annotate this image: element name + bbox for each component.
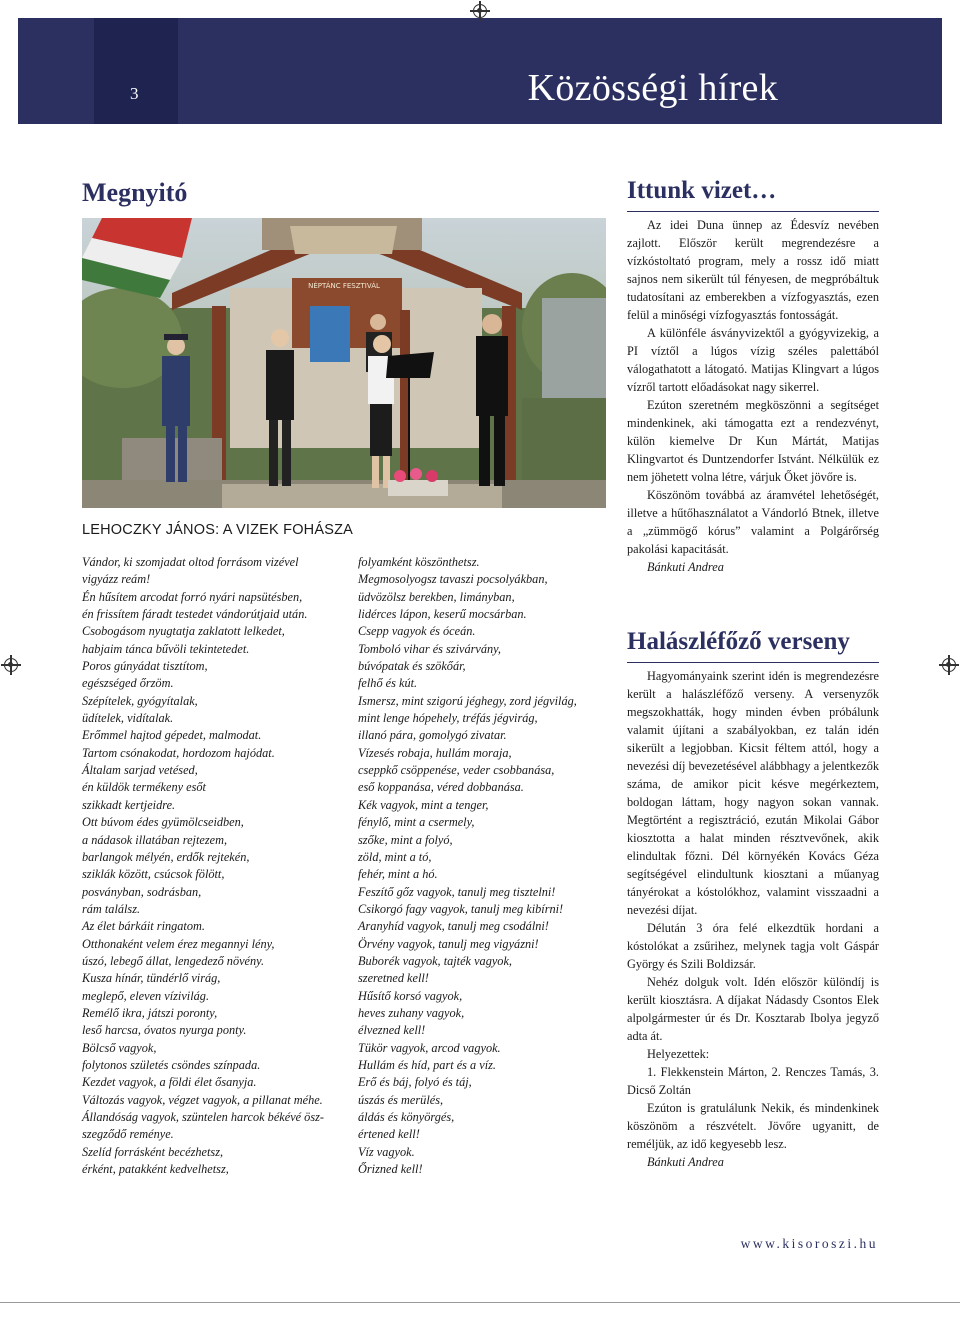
- registration-mark-icon: [942, 658, 956, 672]
- article-paragraph: Ezúton szeretném megköszönni a segítséget mindenkinek, aki támogatta ezt a rendezvényt, külön kiemelve Dr Kun Mártát, Matijas Klingvartot és Duntzendorfer Istvánt. Nélkülük ez nem jöhetett volna létre, várjuk Őket jövőre is.: [627, 398, 879, 484]
- poem-line: Állandóság vagyok, szüntelen harcok békévé ösz-: [82, 1110, 324, 1124]
- poem-line: mint lenge hópehely, tréfás jégvirág,: [358, 711, 538, 726]
- poem-line: szőke, mint a folyó,: [358, 832, 453, 847]
- poem-line: úszó, lebegő állat, lengedező növény.: [82, 953, 265, 968]
- poem-line: Én hűsítem arcodat forró nyári napsütésben,: [82, 589, 303, 604]
- poem-line: élvezned kell!: [358, 1023, 426, 1038]
- footer-website-url[interactable]: www.kisoroszi.hu: [740, 1236, 878, 1251]
- poem-line: felhő és kút.: [358, 676, 418, 691]
- article-heading-megnyito: Megnyitó: [82, 178, 188, 207]
- poem-line: Aranyhíd vagyok, tanulj meg csodálni!: [358, 919, 549, 934]
- poem-line: folytonos születés csöndes színpada.: [82, 1057, 261, 1072]
- poem-title: LEHOCZKY JÁNOS: A VIZEK FOHÁSZA: [82, 522, 354, 538]
- article-paragraph: Az idei Duna ünnep az Édesvíz nevében zajlott. Először került megrendezésre a vízkóstoltató program, mely a rossz idő miatt sajnos nem sikerült túl fényesen, de megpróbáltuk tudatosítani az emberekben a vízfogyasztás, ezen felül a minőségi vízfogyasztás fontosságát.: [627, 218, 879, 322]
- photo-sign-text: NÉPTÁNC FESZTIVÁL: [308, 282, 380, 290]
- page-number: 3: [130, 84, 139, 103]
- article-heading-halaszlefozo: Halászléfőző verseny: [627, 628, 850, 655]
- poem-line: zöld, mint a tó,: [358, 849, 432, 864]
- poem-line: Tartom csónakodat, hordozom hajódat.: [82, 745, 275, 760]
- poem-line: Erő és báj, folyó és táj,: [358, 1075, 472, 1090]
- poem-column-2: [358, 554, 577, 1178]
- poem-line: Csikorgó fagy vagyok, tanulj meg kibírni!: [358, 901, 564, 916]
- poem-line: lidérces lápon, keserű mocsárban.: [358, 607, 527, 622]
- poem-line: a nádasok illatában rejtezem,: [82, 832, 228, 847]
- poem-line: szikkadt kertjeidre.: [82, 797, 176, 812]
- article-paragraph: Délután 3 óra felé elkezdtük hordani a kóstolókat a zsűrihez, melynek tagja volt Gáspár György és Szili Boldizsár.: [627, 921, 879, 971]
- article-heading-ittunk-vizet: Ittunk vizet…: [627, 177, 777, 204]
- poem-line: Az élet bárkáit ringatom.: [82, 919, 205, 934]
- poem-line: Remélő ikra, játszi poronty,: [82, 1005, 218, 1020]
- poem-line: üdvözölsz berekben, limányban,: [358, 589, 515, 604]
- poem-line: Erőmmel hajtod gépedet, malmodat.: [82, 728, 262, 743]
- poem-line: fehér, mint a hó.: [358, 867, 438, 882]
- poem-line: Tomboló vihar és szivárvány,: [358, 641, 502, 656]
- poem-line: Ott búvom édes gyümölcseidben,: [82, 815, 244, 830]
- article-ittunk-vizet: [627, 216, 879, 576]
- article-paragraph: Ezúton is gratulálunk Nekik, és mindenkinek köszönöm a részvételt. Jövőre ugyanitt, de reméljük, az idő kegyesebb lesz.: [627, 1101, 879, 1151]
- poem-line: értened kell!: [358, 1127, 420, 1142]
- poem-line: illanó pára, gomolygó zivatar.: [358, 728, 507, 743]
- poem-line: áldás és könyörgés,: [358, 1110, 455, 1124]
- registration-mark-icon: [473, 4, 487, 18]
- poem-line: én frissítem fáradt testedet vándorútjaid után.: [82, 607, 308, 622]
- poem-line: sziklák között, csúcsok fölött,: [82, 867, 225, 882]
- poem-line: habjaim tánca bűvöli tekintetedet.: [82, 641, 250, 656]
- poem-line: eső koppanása, véred dobbanása.: [358, 780, 524, 795]
- registration-mark-icon: [4, 658, 18, 672]
- event-photo-illustration: [82, 218, 606, 508]
- poem-line: rám találsz.: [82, 901, 141, 916]
- poem-line: szeretned kell!: [358, 971, 429, 986]
- poem-line: Általam sarjad vetésed,: [82, 763, 198, 778]
- poem-line: Vándor, ki szomjadat oltod forrásom vizével: [82, 555, 299, 569]
- article-paragraph: A különféle ásványvizektől a gyógyvizekig, a PI víztől a lúgos vízig széles palettából válogathatott a látogató. Matijas Klingvart a lúgos vízről tartott előadásokat nagy sikerrel.: [627, 326, 879, 394]
- poem-line: egészséged őrzöm.: [82, 676, 174, 691]
- poem-line: vigyázz reám!: [82, 572, 151, 587]
- poem-line: leső harcsa, óvatos nyurga ponty.: [82, 1023, 247, 1038]
- poem-line: barlangok mélyén, erdők rejtekén,: [82, 849, 250, 864]
- poem-line: szegződő reménye.: [82, 1127, 174, 1142]
- article-paragraph: Hagyományaink szerint idén is megrendezésre került a halászléfőző verseny. A versenyzők megszokhatták, hogy minden évben próbálunk valamit újítani a szabályokban, ez talán idén sikerült a legjobban. Kicsit féltem attól, hogy a nevezési díj bevezetésével alábbhagy a jelentkezők száma, de amikor picit késve megérkeztem, boldogan láttam, hogy nagyon sokan vannak. Megtörtént a regisztráció, ezután Mikolai Gábor kiosztotta a halat minden résztvevőnek, akik elindultak főzni. Dél környékén Kovács Géza segítségével elindultunk kiosztani a műanyag tányérokat a kóstolókhoz, valamint visszaadni a nevezési díjat.: [627, 669, 879, 917]
- article-halaszlefozo-verseny: [627, 667, 879, 1171]
- poem-line: heves zuhany vagyok,: [358, 1005, 465, 1020]
- poem-line: folyamként köszönthetsz.: [358, 555, 480, 569]
- poem-line: búvópatak és szökőár,: [358, 659, 466, 674]
- page-number-box: [94, 18, 178, 124]
- poem-line: Csobogásom nyugtatja zaklatott lelkedet,: [82, 624, 285, 639]
- poem-line: fénylő, mint a csermely,: [358, 815, 475, 830]
- poem-line: úszás és merülés,: [358, 1092, 444, 1107]
- article-signature: Bánkuti Andrea: [647, 560, 724, 574]
- poem-line: Kusza hínár, tündérlő virág,: [82, 971, 221, 986]
- poem-line: Poros gúnyádat tisztítom,: [82, 659, 208, 674]
- poem-line: Hullám és híd, part és a víz.: [358, 1057, 496, 1072]
- poem-line: én küldök termékeny esőt: [82, 780, 206, 795]
- event-photo: [82, 218, 606, 508]
- poem-line: üdítelek, vidítalak.: [82, 711, 174, 726]
- poem-line: Feszítő gőz vagyok, tanulj meg tisztelni!: [358, 884, 556, 899]
- poem-line: Örvény vagyok, tanulj meg vigyázni!: [358, 936, 539, 951]
- poem-line: Szépítelek, gyógyítalak,: [82, 693, 198, 708]
- poem-line: Bölcső vagyok,: [82, 1040, 157, 1055]
- poem-line: Szelíd forrásként becézhetsz,: [82, 1144, 224, 1159]
- poem-line: posványban, sodrásban,: [82, 884, 202, 899]
- poem-line: Víz vagyok.: [358, 1144, 415, 1159]
- poem-line: meglepő, eleven vízivilág.: [82, 988, 210, 1003]
- article-paragraph: Helyezettek:: [647, 1047, 710, 1061]
- article-paragraph: Köszönöm továbbá az áramvétel lehetőségét, illetve a hűtőhasználatot a Vándorló Btnek, illetve a „zümmögő kórus” valamint a Polgárőrség pakolási kapacitását.: [627, 488, 879, 556]
- bottom-trim-line: [0, 1302, 960, 1303]
- heading-divider: [627, 211, 879, 212]
- poem-line: Kék vagyok, mint a tenger,: [358, 797, 489, 812]
- article-signature: Bánkuti Andrea: [647, 1155, 724, 1169]
- poem-line: Hűsítő korsó vagyok,: [358, 988, 463, 1003]
- poem-line: Megmosolyogsz tavaszi pocsolyákban,: [358, 572, 548, 587]
- section-title: Közösségi hírek: [527, 67, 778, 109]
- poem-line: Őrizned kell!: [358, 1162, 423, 1177]
- poem-column-1: [82, 554, 324, 1178]
- article-paragraph: Nehéz dolguk volt. Idén először különdíj is került kiosztásra. A díjakat Nádasdy Csontos Elek alpolgármester úr és Dr. Kosztarab Ibolya jegyző adta át.: [627, 975, 879, 1043]
- heading-divider: [627, 662, 879, 663]
- poem-line: Buborék vagyok, tajték vagyok,: [358, 953, 512, 968]
- poem-line: Változás vagyok, végzet vagyok, a pillanat méhe.: [82, 1092, 323, 1107]
- poem-line: cseppkő csöppenése, veder csobbanása,: [358, 763, 555, 778]
- poem-line: érként, patakként kedvelhetsz,: [82, 1162, 229, 1177]
- poem-line: Vízesés robaja, hullám moraja,: [358, 745, 512, 760]
- poem-line: Otthonaként velem érez megannyi lény,: [82, 936, 275, 951]
- poem-line: Kezdet vagyok, a földi élet ősanyja.: [82, 1075, 257, 1090]
- article-paragraph: 1. Flekkenstein Márton, 2. Renczes Tamás, 3. Dicső Zoltán: [627, 1065, 879, 1097]
- poem-line: Ismersz, mint szigorú jéghegy, zord jégvilág,: [358, 693, 577, 708]
- poem-line: Csepp vagyok és óceán.: [358, 624, 476, 639]
- poem-line: Tükör vagyok, arcod vagyok.: [358, 1040, 501, 1055]
